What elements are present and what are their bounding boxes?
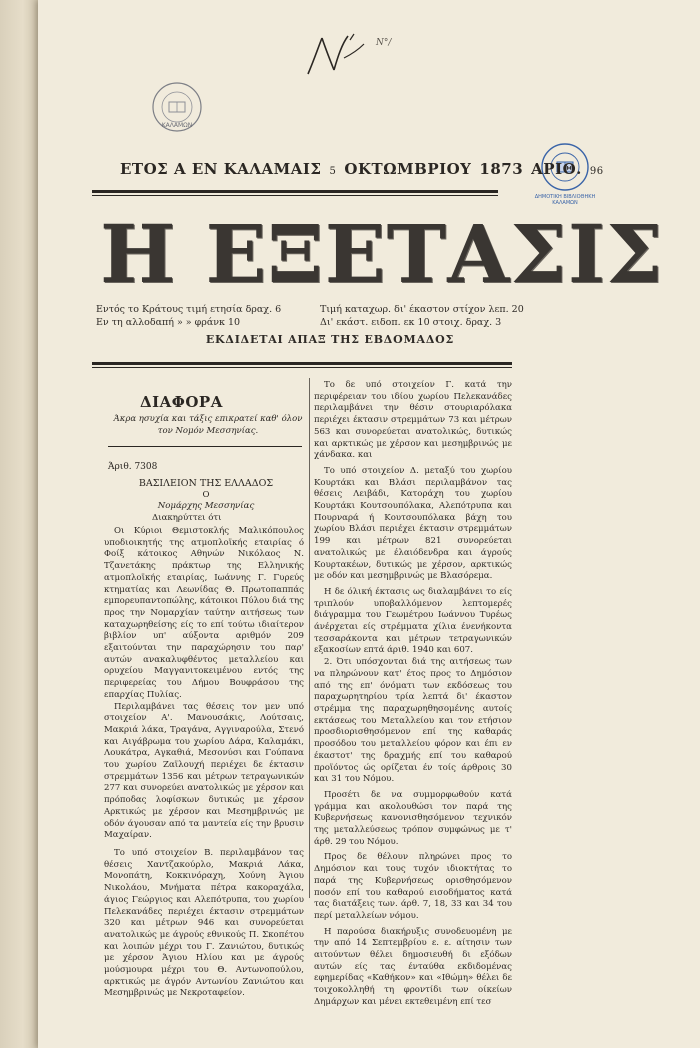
announces-text: Διακηρύττει ότι (152, 513, 222, 523)
column-divider (309, 378, 310, 898)
header-rule-top (92, 190, 498, 193)
right-paragraph-4: 2. Ότι υπόσχονται διά της αιτήσεως των να πληρώνουν κατ' έτος προς το Δημόσιον από της επ' όνόματι των εκδόσεως του παραχωρητηρίου τρία λεπτά δι' έκαστον στρέμμα της παραχωρηθησομένης αυτοίς εκτάσεως του Μεταλλείου και τον ετήσιον προσδιορισθησόμενον επί της καθαράς προσόδου του μεταλλείου φόρον και έπι εν έκαστοτ' της δραχμής επί του καθαρού προϊόντος ώς ορίζεται έν τοίς άρθροις 30 και 31 του Νόμου. (314, 657, 512, 785)
dateline-issue-number: 96 (589, 166, 604, 177)
right-paragraph-3: Η δε όλική έκτασις ως διαλαμβάνει το είς τριπλούν υποβαλλόμενον λεπτομερές διάγραμμα του Γεωμέτρου Ιωάννου Τυρέως άνέρχεται είς στρέμματα χίλια ένενήκοντα τεσσαράκοντα και μέτρων τετραγωνικών εξακοσίων επτά άριθ. 1940 και 607. (314, 586, 512, 656)
dateline (120, 160, 604, 180)
section-epigraph: Άκρα ησυχία και τάξις επικρατεί καθ' όλον τον Νομόν Μεσσηνίας. (113, 414, 303, 436)
handwritten-mark (300, 30, 370, 80)
dateline-day: 5 (329, 166, 337, 177)
dateline-issue-label: ΑΡΙΘ. (531, 160, 582, 178)
kingdom-heading: ΒΑΣΙΛΕΙΟΝ ΤΗΣ ΕΛΛΑΔΟΣ (138, 478, 274, 489)
newspaper-title: Η ΕΞΕΤΑΣΙΣ (100, 207, 664, 301)
right-paragraph-1: Το δε υπό στοιχείον Γ. κατά την περιφέρειαν του ιδίου χωρίου Πελεκανάδες περιλαμβάνει την θέσιν στουριαρόλακα περιέχει έκτασιν στρεμμάτων 73 και μέτρων 563 και συνορεύεται ανατολικώς, δυτικώς και αρκτικώς με χέρσον και μεσημβρινώς με χάνδακα. και (314, 380, 512, 461)
article-number: Άριθ. 7308 (108, 462, 158, 472)
left-column-body (104, 526, 304, 1000)
handwritten-mark-text: Ν°/ (376, 38, 392, 48)
right-paragraph-6: Προς δε θέλουν πληρώνει προς το Δημόσιον και τους τυχόν ιδιοκτήτας το παρά της Κυβερνήσεως ορισθησόμενον ποσόν επί του καθαρού εισοδήματος κατά τας διατάξεις των. άρθ. 7, 18, 33 και 34 του περί μεταλλείων νόμου. (314, 852, 512, 921)
header-rule-top-thin (92, 195, 498, 196)
library-stamp-left-text: ΚΑΛΑΜΩΝ (161, 122, 193, 129)
left-paragraph-3: Το υπό στοιχείον Β. περιλαμβάνον τας θέσεις Χαντζακούρλο, Μακριά Λάκα, Μονοπάτη, Κοκκινόραχη, Χούνη Άγιου Νικολάου, Μνήματα πέτρα κακοραχάλα, άγιος Γεώργιος και Αλεπότρυπα, του χωρίου Πελεκανάδες περιέχει έκτασιν στρεμμάτων 320 και μέτρων 946 και συνορεύεται ανατολικώς με άγρούς εθνικούς Π. Σκοπέτου και λοιπών μέχρι του Γ. Ζανιώτου, δυτικώς με χέρσον Άγιου Ηλίου και με άγρούς μούσμουρα μέχρι του Θ. Αντωνοπούλου, αρκτικώς με άγρόν Αντωνίου Ζανιώτου και Μεσημβρινώς με Νεκροταφείον. (104, 847, 304, 999)
right-paragraph-5: Προσέτι δε να συμμορφωθούν κατά γράμμα και ακολουθώσι τον παρά της Κυβερνήσεως κανονισθησόμενον τεχνικόν της μεταλλεύσεως τρόπον συμφώνως με τ' άρθ. 29 του Νόμου. (314, 789, 512, 847)
dateline-year: 1873 (479, 160, 524, 178)
ad-rate-notice: Δι' εκάστ. ειδοπ. εκ 10 στοιχ. δραχ. 3 (320, 317, 502, 328)
section-title: ΔΙΑΦΟΡΑ (140, 393, 223, 411)
article-the: Ο (202, 490, 210, 500)
dateline-month: ΟΚΤΩΜΒΡΙΟΥ (344, 160, 472, 178)
header-rule-bottom-thin (92, 367, 512, 368)
publication-frequency: ΕΚΔΙΔΕΤΑΙ ΑΠΑΞ ΤΗΣ ΕΒΔΟΜΑΔΟΣ (205, 333, 455, 346)
library-stamp-left (150, 80, 204, 134)
right-column-body (314, 380, 512, 1009)
right-paragraph-7: Η παρούσα διακήρυξις συνοδευομένη με την από 14 Σεπτεμβρίου ε. ε. αίτησιν των αιτούντων θέλει δημοσιευθή δι εξόδων αυτών είς τας ένταύθα εκδιδομένας εφημερίδας «Καθήκον» και «Ιθώμη» θέλει δε τοιχοκολληθή τη φροντίδι των οίκείων Δημάρχων και μένει εκτεθειμένη επί τεσ (314, 926, 512, 1007)
library-stamp-right-text: ΔΗΜΟΤΙΚΗ ΒΙΒΛΙΟΘΗΚΗ ΚΑΛΑΜΩΝ (534, 194, 596, 206)
dateline-place: ΕΤΟΣ Α ΕΝ ΚΑΛΑΜΑΙΣ (120, 160, 322, 178)
left-paragraph-2: Περιλαμβάνει τας θέσεις τον μεν υπό στοιχείον Α'. Μανουσάκις, Λούτσαις, Μακριά λάκα, Τραγάνα, Αγγιναρούλα, Στενό και Αιγάβρωμα του χωρίου Δάρα, Καλαμάκι, Λουκάτρα, Αγκαθιά, Μεσονύσι και Γούπανα του χωρίου Ζαϊλουχή περιέχει δε έκτασιν στρεμμάτων 1356 και μέτρων τετραγωνικών 277 και συνορεύει ανατολικώς με χέρσον και πρόποδας λοφίσκων δυτικώς με χέρσον Αρκτικώς με χέρσον και Μεσημβρινώς με οδόν άγουσαν από τα μαντεία είς την βρυσιν Μαχαίραν. (104, 701, 304, 841)
header-rule-bottom (92, 362, 512, 365)
prefect-title: Νομάρχης Μεσσηνίας (157, 501, 255, 511)
right-paragraph-2: Το υπό στοιχείον Δ. μεταξύ του χωρίου Κουρτάκι και Βλάσι περιλαμβάνον τας θέσεις Λειβάδι, Κατοράχη του χωρίου Κουρτάκι Κουτσουπόλακα, Αλεπότρυπα και Πουρναρά ή Κουτσουπόλακα βάχη του χωρίου Βλάσι περιέχει έκτασιν στρεμμάτων 199 και μέτρων 821 συνορεύεται ανατολικώς με έλαιόδενδρα και άγρούς Κουρτακέων, δυτικώς με χέρσον, αρκτικώς με οδόν και μεσημβρινώς με Βλασόρεμα. (314, 465, 512, 582)
page-binding-edge (0, 0, 38, 1048)
subscription-domestic: Εντός το Κράτους τιμή ετησία δραχ. 6 (96, 304, 282, 315)
epigraph-rule (108, 446, 302, 447)
subscription-abroad: Εν τη αλλοδαπή » » φράνκ 10 (96, 317, 241, 328)
left-paragraph-1: Οι Κύριοι Θεμιστοκλής Μαλικόπουλος υποδιοικητής της ατμοπλοϊκής εταιρίας ό Φοίξ κάτοικος Αθηνών Νικόλαος Ν. Τζανετάκης πράκτωρ της Ελληνικής ατμοπλοϊκής εταιρίας, Ιωάννης Γ. Γυρεύς κτηματίας και Λεωνίδας Θ. Πρωτοπαππάς εμπορευπαντοπώλης, κάτοικοι Πύλου διά της προς την Νομαρχίαν ταύτην αιτήσεως των καταχωρηθείσης είς το επί τούτω ιδιαίτερον βιβλίον υπ' αύξοντα αριθμόν 209 εξαιτούνται την παραχώρησιν του παρ' αυτών ανακαλυφθέντος μεταλλείου και ορυχείου Μαγγανιτοκειμένου εντός της περιφερείας του Δήμου Βουφράσου της επαρχίας Πυλίας. (104, 526, 304, 700)
ad-rate-per-line: Τιμή καταχωρ. δι' έκαστον στίχον λεπ. 20 (320, 304, 524, 315)
